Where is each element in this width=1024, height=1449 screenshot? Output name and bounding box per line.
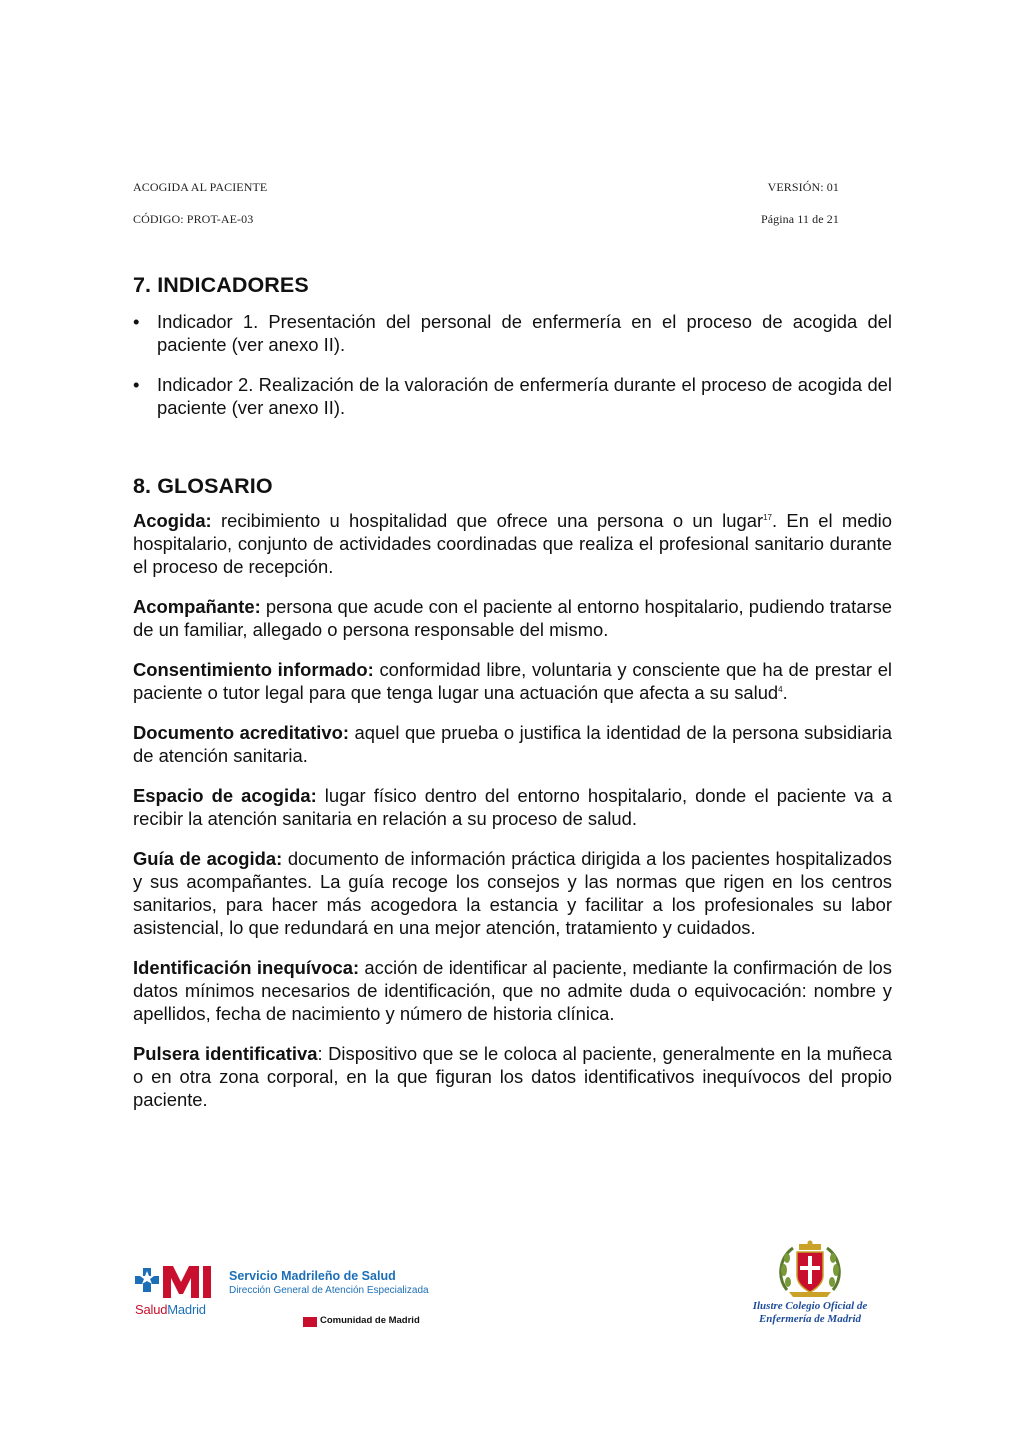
footnote-reference: 17 bbox=[763, 513, 772, 522]
indicador-item bbox=[133, 310, 892, 356]
header-page-number: Página 11 de 21 bbox=[760, 212, 839, 226]
glossary-definition-cont: . En el medio hospitalario, conjunto de actividades coordinadas que realiza el profesional sanitario durante el proceso de recepción. bbox=[133, 510, 892, 577]
indicador-text: Indicador 2. Realización de la valoración de enfermería durante el proceso de acogida del paciente (ver anexo II). bbox=[157, 374, 892, 418]
glossary-definition: acción de identificar al paciente, mediante la confirmación de los datos mínimos necesarios de identificación, que no admite duda o equivocación: nombre y apellidos, fecha de nacimiento y número de historia clínica. bbox=[133, 957, 892, 1024]
glossary-term: Pulsera identificativa bbox=[133, 1043, 318, 1064]
glossary-entry-acogida bbox=[133, 509, 892, 578]
glossary-term: Identificación inequívoca: bbox=[133, 957, 360, 978]
comunidad-de-madrid-label: Comunidad de Madrid bbox=[320, 1315, 420, 1326]
glossary-term: Guía de acogida: bbox=[133, 848, 283, 869]
salud-madrid-mark-icon bbox=[133, 1262, 213, 1302]
glossary-entry-documento bbox=[133, 721, 892, 767]
glossary-entry-acompanante bbox=[133, 595, 892, 641]
glossary-term: Acogida: bbox=[133, 510, 212, 531]
glossary-definition-cont: . bbox=[782, 682, 788, 703]
document-body bbox=[133, 270, 892, 1128]
servicio-madrileno-title: Servicio Madrileño de Salud bbox=[229, 1269, 396, 1283]
indicador-text: Indicador 1. Presentación del personal de enfermería en el proceso de acogida del paciente (ver anexo II). bbox=[157, 311, 892, 355]
glossary-term: Consentimiento informado: bbox=[133, 659, 374, 680]
glossary-term: Acompañante: bbox=[133, 596, 261, 617]
colegio-enfermeria-logo bbox=[745, 1240, 885, 1335]
header-code: CÓDIGO: PROT-AE-03 bbox=[133, 212, 254, 226]
glossary-definition: recibimiento u hospitalidad que ofrece una persona o un lugar bbox=[211, 510, 764, 531]
salud-madrid-logo bbox=[133, 1262, 433, 1332]
indicador-item bbox=[133, 373, 892, 419]
glossary-term: Espacio de acogida: bbox=[133, 785, 317, 806]
glossary-definition: conformidad libre, voluntaria y consciente que ha de prestar el paciente o tutor legal para que tenga lugar una actuación que afecta a su salud bbox=[133, 659, 893, 703]
glossary-entry-guia bbox=[133, 847, 892, 939]
glossary-definition: lugar físico dentro del entorno hospitalario, donde el paciente va a recibir la atención sanitaria en relación a su proceso de salud. bbox=[133, 785, 892, 829]
colegio-enfermeria-name: Ilustre Colegio Oficial de Enfermería de Madrid bbox=[752, 1300, 868, 1325]
glossary-term: Documento acreditativo: bbox=[133, 722, 349, 743]
glossary-definition: documento de información práctica dirigida a los pacientes hospitalizados y sus acompañantes. La guía recoge los consejos y las normas que rigen en los centros sanitarios, para hacer más acogedora la estancia y facilitar a los profesionales su labor asistencial, lo que redundará en una mejor atención, tratamiento y cuidados. bbox=[133, 848, 892, 938]
direccion-general-subtitle: Dirección General de Atención Especializada bbox=[229, 1285, 429, 1296]
glossary-definition: : Dispositivo que se le coloca al paciente, generalmente en la muñeca o en otra zona corporal, en la que figuran los datos identificativos inequívocos del propio paciente. bbox=[133, 1043, 892, 1110]
header-document-title: ACOGIDA AL PACIENTE bbox=[133, 180, 268, 194]
footnote-reference: 4 bbox=[778, 685, 783, 694]
salud-madrid-wordmark: SaludMadrid bbox=[135, 1302, 206, 1317]
glossary-definition: aquel que prueba o justifica la identidad de la persona subsidiaria de atención sanitaria. bbox=[133, 722, 892, 766]
bullet-icon: • bbox=[133, 374, 140, 395]
comunidad-flag-icon bbox=[303, 1317, 317, 1327]
bullet-icon: • bbox=[133, 311, 140, 332]
glossary-entry-identificacion bbox=[133, 956, 892, 1025]
colegio-crest-icon bbox=[775, 1240, 845, 1298]
glossary-entry-espacio bbox=[133, 784, 892, 830]
glossary-entry-pulsera bbox=[133, 1042, 892, 1111]
section-title-indicadores: 7. INDICADORES bbox=[133, 273, 309, 297]
indicadores-list bbox=[133, 310, 892, 419]
header-version: VERSIÓN: 01 bbox=[767, 180, 839, 194]
glossary-definition: persona que acude con el paciente al entorno hospitalario, pudiendo tratarse de un familiar, allegado o persona responsable del mismo. bbox=[133, 596, 892, 640]
glossary-entry-consentimiento bbox=[133, 658, 892, 704]
section-title-glosario: 8. GLOSARIO bbox=[133, 474, 273, 498]
